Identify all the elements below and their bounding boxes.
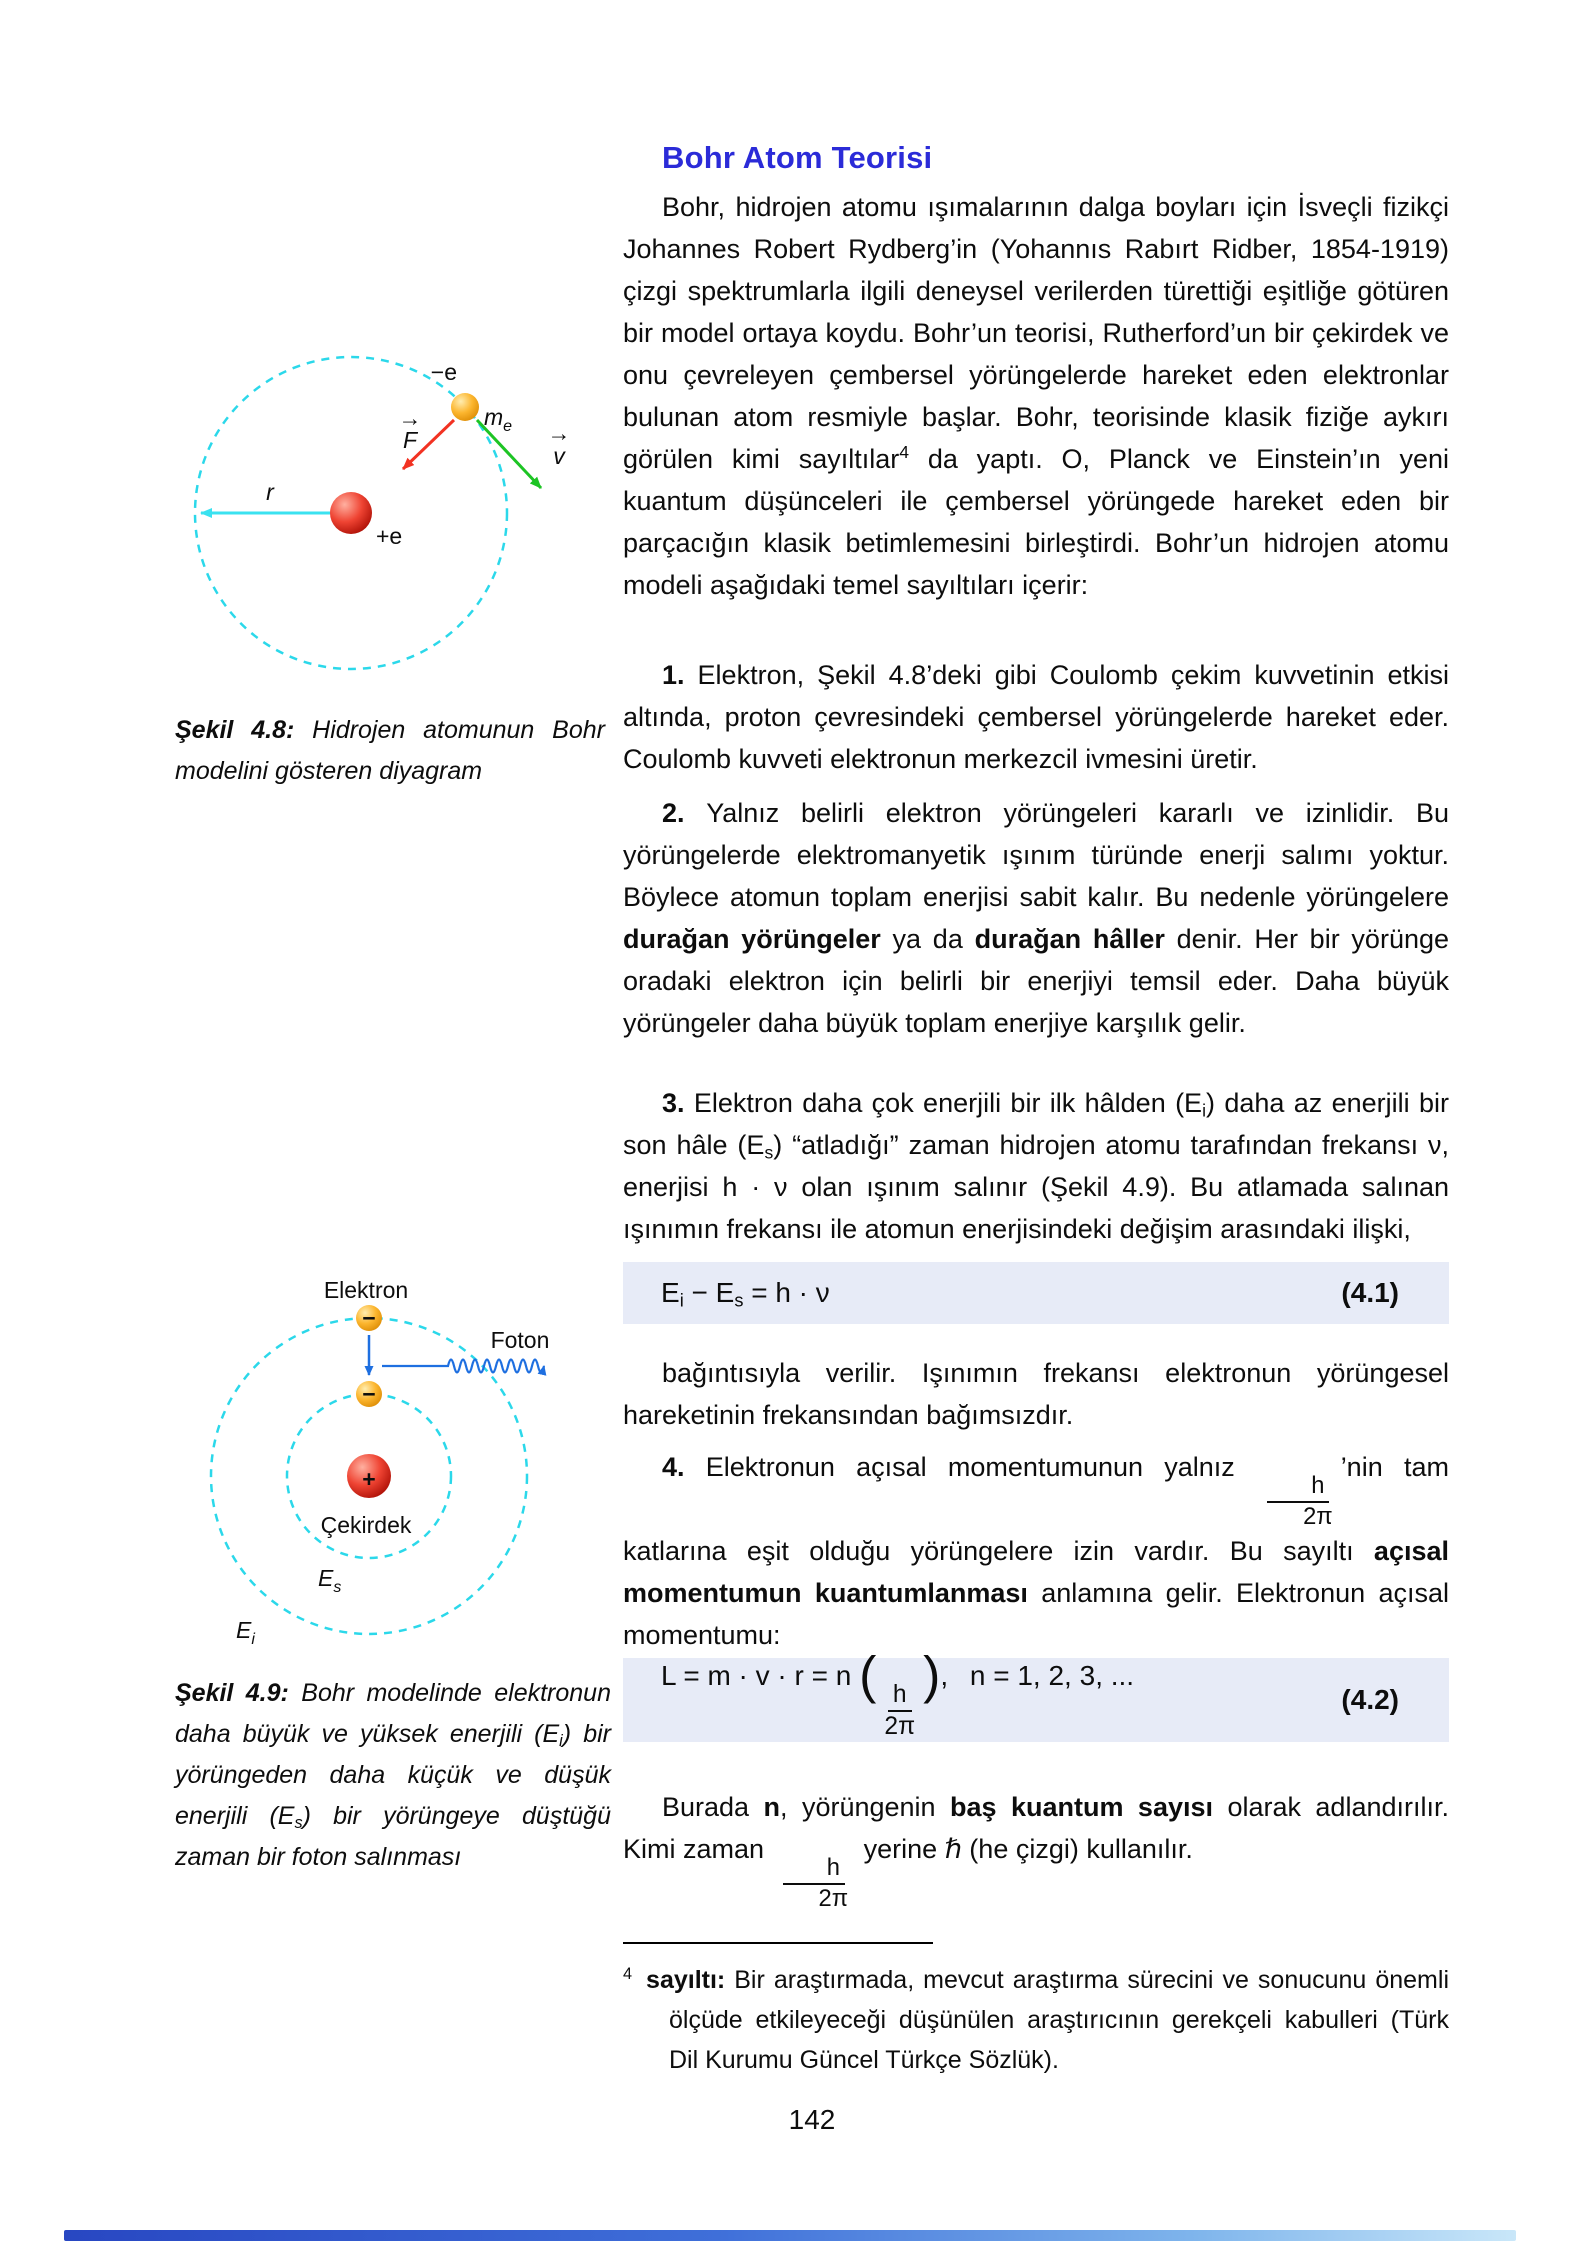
nucleus-plus-sign: +	[362, 1466, 376, 1492]
equation-4-1-number: (4.1)	[1341, 1277, 1399, 1308]
equation-4-1-body: $E_i - E_s = h \cdot \nu$	[661, 1277, 830, 1311]
figure-4-9	[175, 1268, 611, 1878]
paragraph-item-1: 1. Elektron, Şekil 4.8’deki gibi Coulomb çekim kuvvetinin etkisi altında, proton çevresindeki çembersel yörüngelerde hareket eder. Coulomb kuvveti elektronun merkezcil ivmesini üretir.	[623, 660, 1449, 774]
electron-charge-label: −e	[430, 359, 457, 385]
bohr-hydrogen-model-diagram	[170, 330, 590, 705]
paragraph-after-eq2: Burada n, yörüngenin baş kuantum sayısı olarak adlandırılır. Kimi zaman $\frac{h}{2\pi}$ yerine ℏ (he çizgi) kullanılır.	[623, 1792, 1449, 1912]
energy-level-i-label: $E_i$	[236, 1617, 255, 1648]
nucleus-label: Çekirdek	[320, 1512, 412, 1538]
equation-4-2-number: (4.2)	[1341, 1684, 1399, 1715]
equation-4-2-body: L = m · v · r = n ( $\frac{h}{2\pi}$ ), n = 1, 2, 3, ...	[661, 1644, 1135, 1740]
paragraph-item-4: 4. Elektronun açısal momentumunun yalnız $\frac{h}{2\pi}$ ’nin tam katlarına eşit olduğu yörüngelere izin vardır. Bu sayıltı açısal momentumun kuantumlanması anlamına gelir. Elektronun açısal momentumu:	[623, 1452, 1449, 1651]
figure-4-9-caption: Şekil 4.9: Bohr modelinde elektronun daha büyük ve yüksek enerjili $(E_i)$ bir yörüngeden daha küçük ve düşük enerjili $(E_s)$ bir yörüngeye düştüğü zaman bir foton salınması	[175, 1679, 611, 1871]
paragraph-intro: Bohr, hidrojen atomu ışımalarının dalga boyları için İsveçli fizikçi Johannes Robert Rydberg’in (Yohannıs Rabırt Ridber, 1854-1919) çizgi spektrumlarla ilgili deneysel verilerden türettiği eşitliğe götüren bir model ortaya koydu. Bohr’un teorisi, Rutherford’un bir çekirdek ve onu çevreleyen çembersel yörüngelerde hareket eden elektronlar bulunan atom resmiyle başlar. Bohr, teorisinde klasik fiziğe aykırı görülen kimi sayıltılar$^4$ da yaptı. O, Planck ve Einstein’ın yeni kuantum düşünceleri ile çembersel yörüngede hareket eden bir parçacığın klasik betimlemesini birleştirdi. Bohr’un hidrojen atomu modeli aşağıdaki temel sayıltıları içerir:	[623, 192, 1449, 600]
force-label: F	[402, 427, 418, 453]
page-footer-bar	[64, 2230, 1516, 2241]
electron-ball	[451, 393, 479, 421]
electron-minus-sign: −	[362, 1381, 376, 1407]
section-title: Bohr Atom Teorisi	[662, 140, 933, 175]
velocity-label: v	[553, 443, 565, 469]
electron-minus-sign: −	[362, 1305, 376, 1331]
photon-wave	[382, 1360, 544, 1373]
footnote-divider	[623, 1942, 933, 1944]
equation-4-2	[623, 1644, 1449, 1742]
paragraph-item-3: 3. Elektron daha çok enerjili bir ilk hâlden $(E_i)$ daha az enerjili bir son hâle $(E_s)$ “atladığı” zaman hidrojen atomu tarafından frekansı ν, enerjisi h · ν olan ışınım salınır (Şekil 4.9). Bu atlamada salınan ışınımın frekansı ile atomun enerjisindeki değişim arasındaki ilişki,	[623, 1088, 1449, 1244]
nucleus-ball	[330, 492, 372, 534]
photon-label: Foton	[490, 1327, 550, 1353]
figure-4-8-caption: Şekil 4.8: Hidrojen atomunun Bohr modelini gösteren diyagram	[175, 716, 605, 785]
figure-4-8	[170, 330, 605, 792]
nucleus-charge-label: +e	[376, 523, 403, 549]
electron-mass-label: $m_e$	[484, 404, 513, 435]
paragraph-after-eq1: bağıntısıyla verilir. Işınımın frekansı elektronun yörüngesel hareketinin frekansından bağımsızdır.	[623, 1358, 1449, 1430]
radius-label: r	[266, 479, 274, 505]
force-vector-arrow: →	[398, 405, 422, 431]
footnote-block	[623, 1942, 1449, 2080]
footnote-text: $^4$ sayıltı: Bir araştırmada, mevcut araştırma sürecini ve sonucunu önemli ölçüde etkileyeceği düşünülen araştırıcının gerekçeli kabulleri (Türk Dil Kurumu Güncel Türkçe Sözlük).	[623, 1964, 1449, 2074]
photon-emission-diagram	[200, 1268, 600, 1658]
electron-label: Elektron	[323, 1277, 409, 1303]
energy-level-s-label: $E_s$	[318, 1565, 342, 1596]
velocity-vector-arrow: →	[547, 420, 571, 446]
page-number: 142	[788, 2104, 836, 2135]
paragraph-item-2: 2. Yalnız belirli elektron yörüngeleri kararlı ve izinlidir. Bu yörüngelerde elektromanyetik ışınım türünde enerji salımı yoktur. Böylece atomun toplam enerjisi sabit kalır. Bu nedenle yörüngelere durağan yörüngeler ya da durağan hâller denir. Her bir yörünge oradaki elektron için belirli bir enerjiyi temsil eder. Daha büyük yörüngeler daha büyük toplam enerjiye karşılık gelir.	[623, 798, 1450, 1038]
equation-4-1	[623, 1262, 1449, 1324]
